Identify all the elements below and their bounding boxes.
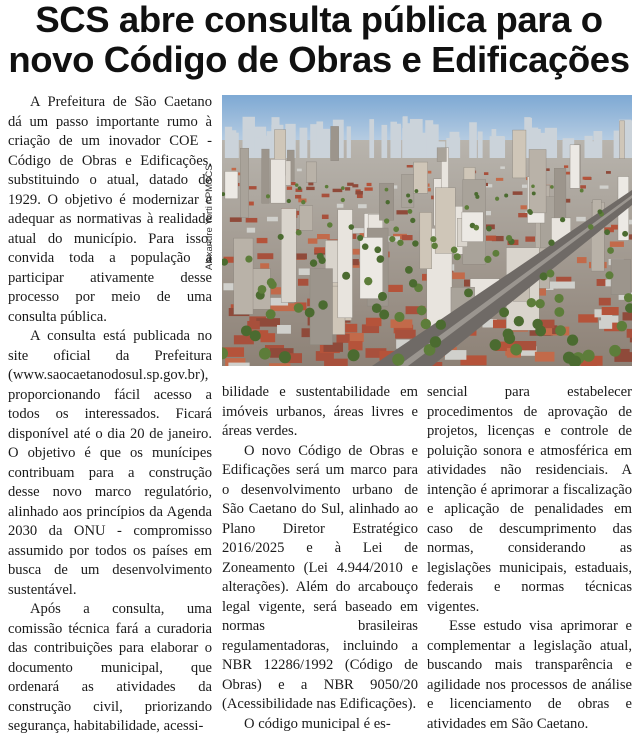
- house-roof: [500, 166, 505, 169]
- house-roof: [484, 172, 488, 175]
- tree: [342, 272, 350, 280]
- tree: [535, 299, 544, 308]
- distant-building: [545, 128, 557, 158]
- house-roof: [248, 186, 257, 189]
- house-roof: [364, 187, 372, 190]
- tree: [492, 250, 499, 257]
- tree: [384, 218, 389, 223]
- house-roof: [308, 238, 318, 243]
- tree: [554, 294, 563, 303]
- house-roof: [257, 253, 273, 259]
- house-roof: [599, 320, 612, 329]
- distant-building: [256, 137, 261, 158]
- house-roof: [627, 329, 632, 338]
- paragraph: bilidade e sustentabilidade em imóveis urbanos, áreas livres e áreas verdes.: [222, 384, 418, 439]
- tree: [405, 266, 413, 274]
- house-roof: [602, 307, 619, 315]
- house-roof: [521, 205, 527, 209]
- distant-building: [450, 132, 460, 158]
- tree: [514, 316, 524, 326]
- tree: [604, 229, 610, 235]
- tree: [622, 231, 628, 237]
- tree: [607, 247, 614, 254]
- tree: [357, 235, 363, 241]
- article-column-2: [222, 383, 418, 734]
- distant-building: [369, 119, 374, 158]
- tree: [259, 348, 271, 360]
- house-roof: [522, 185, 528, 188]
- tree: [296, 230, 302, 236]
- tree: [554, 307, 564, 317]
- tree: [397, 240, 403, 246]
- tree: [421, 319, 431, 329]
- tree: [548, 240, 554, 246]
- tree: [532, 319, 542, 329]
- paragraph: Esse estudo visa aprimorar e complementar a legislação atual, buscando mais transparência e agilidade nos processos de análise e licenciamento de obras e atividades em São Caetano.: [427, 618, 632, 732]
- tower: [611, 259, 631, 294]
- distant-building: [628, 138, 632, 158]
- tree: [241, 325, 252, 336]
- tree: [327, 222, 332, 227]
- house-roof: [317, 234, 330, 239]
- tree: [415, 189, 419, 193]
- house-roof: [324, 359, 348, 366]
- tree: [580, 189, 584, 193]
- tree: [436, 319, 446, 329]
- tree: [495, 197, 499, 201]
- house-roof: [247, 228, 255, 233]
- tree: [464, 288, 473, 297]
- house-roof: [357, 194, 363, 198]
- house-roof: [358, 204, 367, 208]
- tree: [605, 271, 613, 279]
- distant-building: [381, 125, 387, 158]
- tree: [609, 345, 621, 357]
- tree: [378, 292, 387, 301]
- tree: [341, 186, 345, 190]
- tree: [379, 310, 389, 320]
- paragraph: A Prefeitura de São Caetano dá um passo importante rumo à criação de um inovador COE - Código de Obras e Edificações, substituindo o atual, datado de 1929. O objetivo é modernizar e adequar as normativas à realidade atual do município. Para isso, convida toda a população a participar ativamente desse processo por meio de uma consulta pública.: [8, 94, 212, 325]
- tower: [240, 148, 248, 217]
- tree: [318, 300, 327, 309]
- tree: [319, 257, 326, 264]
- tree: [372, 303, 382, 313]
- tree: [374, 246, 381, 253]
- tree: [540, 272, 548, 280]
- tree: [325, 185, 329, 189]
- house-roof: [337, 204, 344, 208]
- tree: [431, 243, 438, 250]
- tree: [560, 217, 565, 222]
- tree: [406, 193, 410, 197]
- tower: [271, 159, 286, 203]
- house-roof: [352, 184, 358, 187]
- house-roof: [228, 363, 249, 366]
- paragraph: O novo Código de Obras e Edificações será um marco para o desenvolvimento urbano de São Caetano do Sul, alinhado ao Plano Diretor Estratégico 2016/2025 e à Lei de Zoneamento (Lei 4.944/2010 e alterações). Além do arcabouço legal vigente, será baseado em normas brasileiras regulamentadoras, incluindo a NBR 12286/1992 (Código de Obras) e a NBR 9050/20 (Acessibilidade nas Edificações).: [222, 442, 418, 712]
- distant-building: [300, 128, 308, 158]
- tower: [620, 121, 625, 159]
- house-roof: [269, 363, 290, 366]
- tree: [546, 270, 554, 278]
- tree: [464, 205, 469, 210]
- house-roof: [277, 325, 291, 334]
- house-roof: [355, 191, 363, 194]
- tree: [550, 185, 554, 189]
- paragraph: A consulta está publicada no site oficial da Prefeitura (www.saocaetanodosul.sp.gov.br), proporcionando fácil acesso a todos os interessados. Ficará disponível até o dia 20 de janeiro. O objetivo é que os munícipes contribuam para a construção desse novo marco regulatório, alinhado aos princípios da Agenda 2030 da ONU - compromisso assumido por todos os países em busca de um desenvolvimento sustentável.: [8, 328, 212, 598]
- headline-line-1: SCS abre consulta pública para o: [35, 0, 603, 40]
- article-column-1: [8, 93, 212, 737]
- tree: [362, 243, 369, 250]
- house-roof: [610, 241, 624, 246]
- distant-building: [422, 133, 427, 158]
- distant-building: [500, 137, 506, 158]
- paragraph: sencial para estabelecer procedimentos de aprovação de projetos, licenças e controle de poluição sonora e atmosférica em atividades não residenciais. A intenção é aprimorar a fiscalização e aplicação de penalidades em caso de descumprimento das normas, considerando as legislações municipais, estaduais, federais e normas técnicas vigentes.: [427, 384, 632, 615]
- house-roof: [556, 282, 575, 289]
- tree: [258, 285, 267, 294]
- house-roof: [287, 187, 292, 190]
- tree: [583, 350, 595, 362]
- house-roof: [535, 352, 555, 362]
- distant-building: [427, 124, 439, 158]
- tree: [527, 209, 532, 214]
- tower: [513, 130, 526, 178]
- photo-credit: Alexandre Yorti / PMSCS: [204, 164, 215, 270]
- tree: [617, 321, 628, 332]
- house-roof: [322, 194, 330, 198]
- headline-line-2: novo Código de Obras e Edificações: [8, 39, 630, 80]
- house-roof: [396, 210, 407, 214]
- house-roof: [297, 169, 302, 172]
- tree: [430, 236, 436, 242]
- tree: [499, 307, 509, 317]
- house-roof: [580, 185, 586, 188]
- tower: [420, 212, 432, 268]
- tree: [393, 226, 399, 232]
- tree: [531, 184, 535, 188]
- tree: [588, 224, 594, 230]
- tree: [408, 199, 412, 203]
- tree: [267, 278, 275, 286]
- tree: [451, 247, 458, 254]
- tree: [294, 303, 304, 313]
- tree: [567, 335, 578, 346]
- house-roof: [597, 279, 607, 286]
- city-aerial-illustration: [222, 95, 632, 366]
- tree: [348, 224, 354, 230]
- tree: [266, 309, 276, 319]
- tower: [435, 188, 455, 254]
- house-roof: [599, 298, 611, 306]
- house-roof: [298, 279, 308, 286]
- tree: [341, 198, 345, 202]
- distant-building: [392, 124, 400, 158]
- house-roof: [525, 236, 536, 241]
- house-roof: [308, 182, 313, 185]
- tree: [475, 195, 479, 199]
- house-roof: [306, 187, 314, 190]
- tree: [394, 312, 404, 322]
- house-roof: [366, 318, 382, 326]
- house-roof: [623, 312, 632, 320]
- tower: [414, 162, 428, 193]
- tree: [484, 256, 491, 263]
- house-roof: [314, 247, 325, 253]
- tower: [570, 145, 580, 189]
- house-roof: [518, 213, 528, 217]
- tower: [437, 148, 446, 162]
- tree: [410, 218, 415, 223]
- distant-building: [347, 126, 351, 158]
- tree: [386, 200, 390, 204]
- tree: [473, 225, 479, 231]
- tree: [279, 351, 291, 363]
- tree: [385, 188, 389, 192]
- house-roof: [496, 178, 503, 181]
- tree: [417, 306, 427, 316]
- tree: [278, 234, 284, 240]
- tree: [532, 191, 536, 195]
- tower: [225, 171, 238, 198]
- tree: [305, 308, 315, 318]
- tree: [364, 277, 372, 285]
- tree: [504, 333, 515, 344]
- paragraph: Após a consulta, uma comissão técnica fará a curadoria das contribuições para elaborar o documento municipal, que ordenará as atividades da construção civil, priorizando segurança, habitabilidade, acessi-: [8, 601, 212, 734]
- distant-building: [478, 132, 483, 158]
- tree: [409, 279, 417, 287]
- house-roof: [600, 185, 609, 188]
- tree: [486, 226, 492, 232]
- tree: [266, 194, 270, 198]
- house-roof: [367, 183, 372, 186]
- house-roof: [333, 189, 343, 192]
- house-roof: [564, 165, 568, 168]
- tree: [287, 199, 291, 203]
- tree: [408, 209, 413, 214]
- tree: [527, 298, 536, 307]
- house-roof: [407, 165, 413, 167]
- distant-building: [593, 131, 602, 158]
- house-roof: [232, 168, 237, 171]
- tree: [454, 253, 461, 260]
- distant-building: [404, 123, 416, 158]
- tower: [306, 162, 316, 183]
- house-roof: [513, 191, 523, 195]
- tower: [234, 238, 253, 314]
- house-roof: [576, 217, 586, 222]
- house-roof: [583, 177, 591, 180]
- paragraph: O código municipal é es-: [244, 715, 391, 732]
- tree: [504, 193, 508, 197]
- tree: [310, 259, 317, 266]
- city-aerial-photo: [222, 95, 632, 366]
- distant-building: [225, 130, 236, 158]
- house-roof: [295, 195, 301, 199]
- house-roof: [577, 257, 587, 263]
- tree: [510, 344, 522, 356]
- distant-building: [316, 121, 323, 158]
- tree: [389, 236, 395, 242]
- tree: [490, 339, 501, 350]
- tower: [331, 126, 339, 160]
- tree: [430, 336, 441, 347]
- tower: [529, 149, 546, 212]
- tree: [295, 183, 299, 187]
- house-roof: [345, 187, 350, 190]
- house-roof: [230, 217, 242, 222]
- tree: [412, 240, 418, 246]
- tree: [392, 354, 404, 366]
- tree: [301, 200, 305, 204]
- house-roof: [606, 171, 611, 174]
- article-column-3: [427, 383, 632, 734]
- tree: [555, 325, 566, 336]
- house-roof: [402, 235, 413, 240]
- house-roof: [336, 334, 349, 343]
- tree: [245, 255, 252, 262]
- house-roof: [395, 330, 416, 339]
- house-roof: [267, 217, 278, 222]
- tree: [597, 209, 602, 214]
- house-roof: [246, 218, 258, 223]
- tree: [298, 186, 302, 190]
- distant-building: [469, 122, 477, 158]
- tree: [377, 255, 384, 262]
- tree: [506, 235, 512, 241]
- house-roof: [257, 238, 268, 243]
- tower: [299, 206, 312, 231]
- tree: [348, 349, 360, 361]
- house-roof: [348, 341, 362, 350]
- house-roof: [322, 215, 329, 219]
- headline: [0, 0, 638, 80]
- tower: [281, 208, 296, 302]
